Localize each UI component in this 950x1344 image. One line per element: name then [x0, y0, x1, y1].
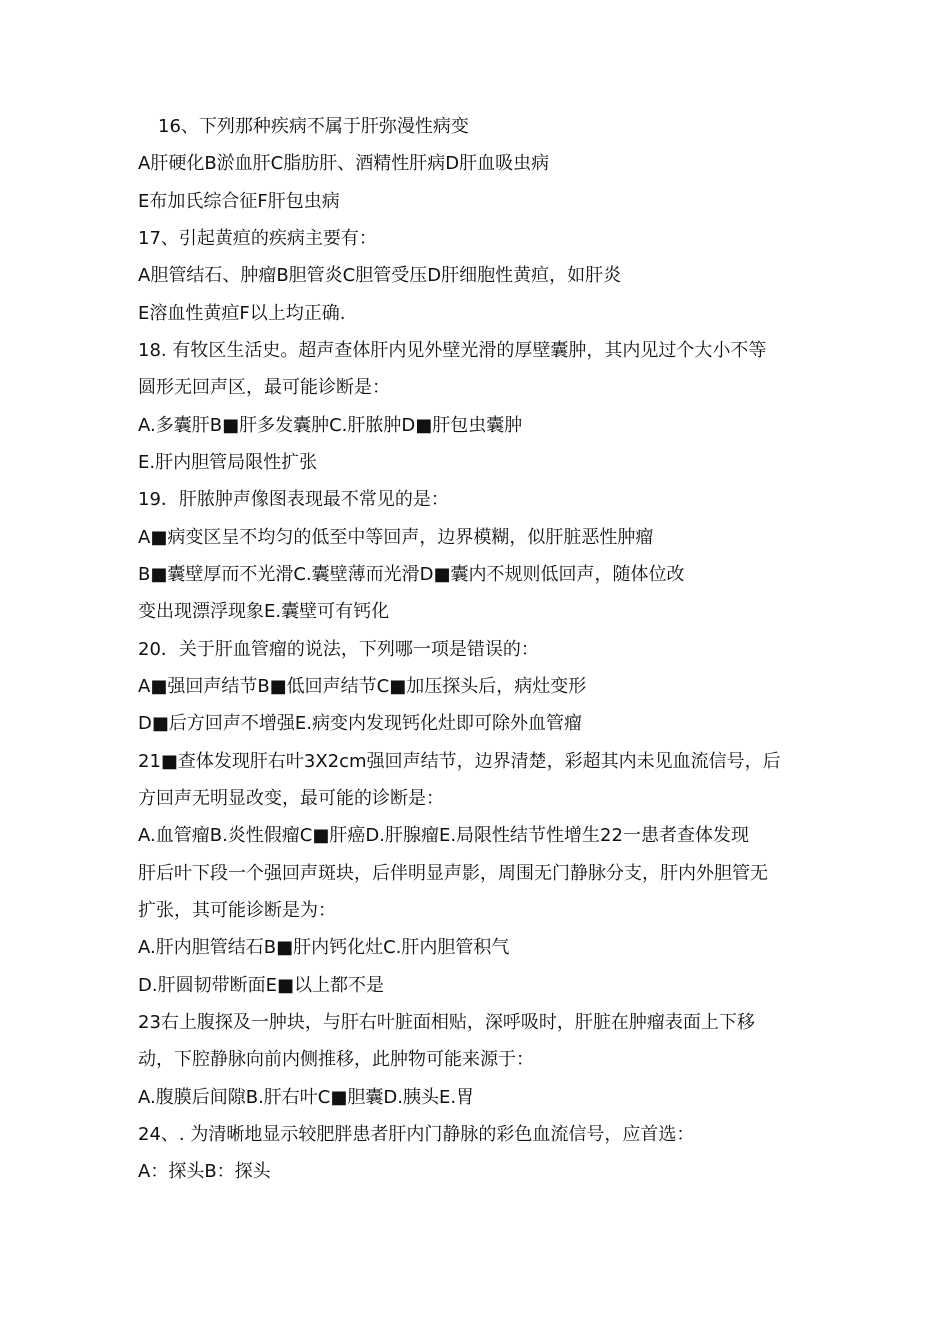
options-20b: D■后方回声不增强E.病变内发现钙化灶即可除外血管瘤 — [138, 713, 582, 734]
question-20: 20．关于肝血管瘤的说法，下列哪一项是错误的： — [138, 639, 539, 660]
options-18a: A.多囊肝B■肝多发囊肿C.肝脓肿D■肝包虫囊肿 — [138, 415, 523, 436]
question-16: 16、下列那种疾病不属于肝弥漫性病变 — [158, 116, 469, 137]
question-18-cont: 圆形无回声区，最可能诊断是： — [138, 377, 390, 398]
options-19b: B■囊壁厚而不光滑C.囊壁薄而光滑D■囊内不规则低回声，随体位改 — [138, 564, 685, 585]
question-21-cont: 方回声无明显改变，最可能的诊断是： — [138, 788, 444, 809]
question-17: 17、引起黄疸的疾病主要有： — [138, 228, 377, 249]
options-19c: 变出现漂浮现象E.囊壁可有钙化 — [138, 601, 390, 622]
options-22a: A.肝内胆管结石B■肝内钙化灶C.肝内胆管积气 — [138, 937, 510, 958]
question-22-end: 扩张，其可能诊断是为： — [138, 900, 336, 921]
question-24: 24、. 为清晰地显示较肥胖患者肝内门静脉的彩色血流信号，应首选： — [138, 1124, 695, 1145]
options-22b: D.肝圆韧带断面E■以上都不是 — [138, 975, 384, 996]
options-17a: A胆管结石、肿瘤B胆管炎C胆管受压D肝细胞性黄疸，如肝炎 — [138, 265, 622, 286]
options-16a: A肝硬化B淤血肝C脂肪肝、酒精性肝病D肝血吸虫病 — [138, 153, 550, 174]
question-23: 23右上腹探及一肿块，与肝右叶脏面相贴，深呼吸时，肝脏在肿瘤表面上下移 — [138, 1012, 755, 1033]
options-18b: E.肝内胆管局限性扩张 — [138, 452, 318, 473]
options-19a: A■病变区呈不均匀的低至中等回声，边界模糊，似肝脏恶性肿瘤 — [138, 527, 654, 548]
options-23: A.腹膜后间隙B.肝右叶C■胆囊D.胰头E.胃 — [138, 1087, 475, 1108]
options-20a: A■强回声结节B■低回声结节C■加压探头后，病灶变形 — [138, 676, 587, 697]
question-22-cont: 肝后叶下段一个强回声斑块，后伴明显声影，周围无门静脉分支，肝内外胆管无 — [138, 863, 768, 884]
options-24: A：探头B：探头 — [138, 1161, 271, 1182]
options-21-question-22: A.血管瘤B.炎性假瘤C■肝癌D.肝腺瘤E.局限性结节性增生22一患者查体发现 — [138, 825, 749, 846]
options-17b: E溶血性黄疸F以上均正确. — [138, 303, 346, 324]
question-18: 18. 有牧区生活史。超声查体肝内见外壁光滑的厚壁囊肿，其内见过个大小不等 — [138, 340, 767, 361]
question-21: 21■查体发现肝右叶3X2cm强回声结节，边界清楚，彩超其内未见血流信号，后 — [138, 751, 781, 772]
options-16b: E布加氏综合征F肝包虫病 — [138, 191, 340, 212]
question-23-cont: 动，下腔静脉向前内侧推移，此肿物可能来源于： — [138, 1049, 534, 1070]
question-19: 19．肝脓肿声像图表现最不常见的是： — [138, 489, 449, 510]
